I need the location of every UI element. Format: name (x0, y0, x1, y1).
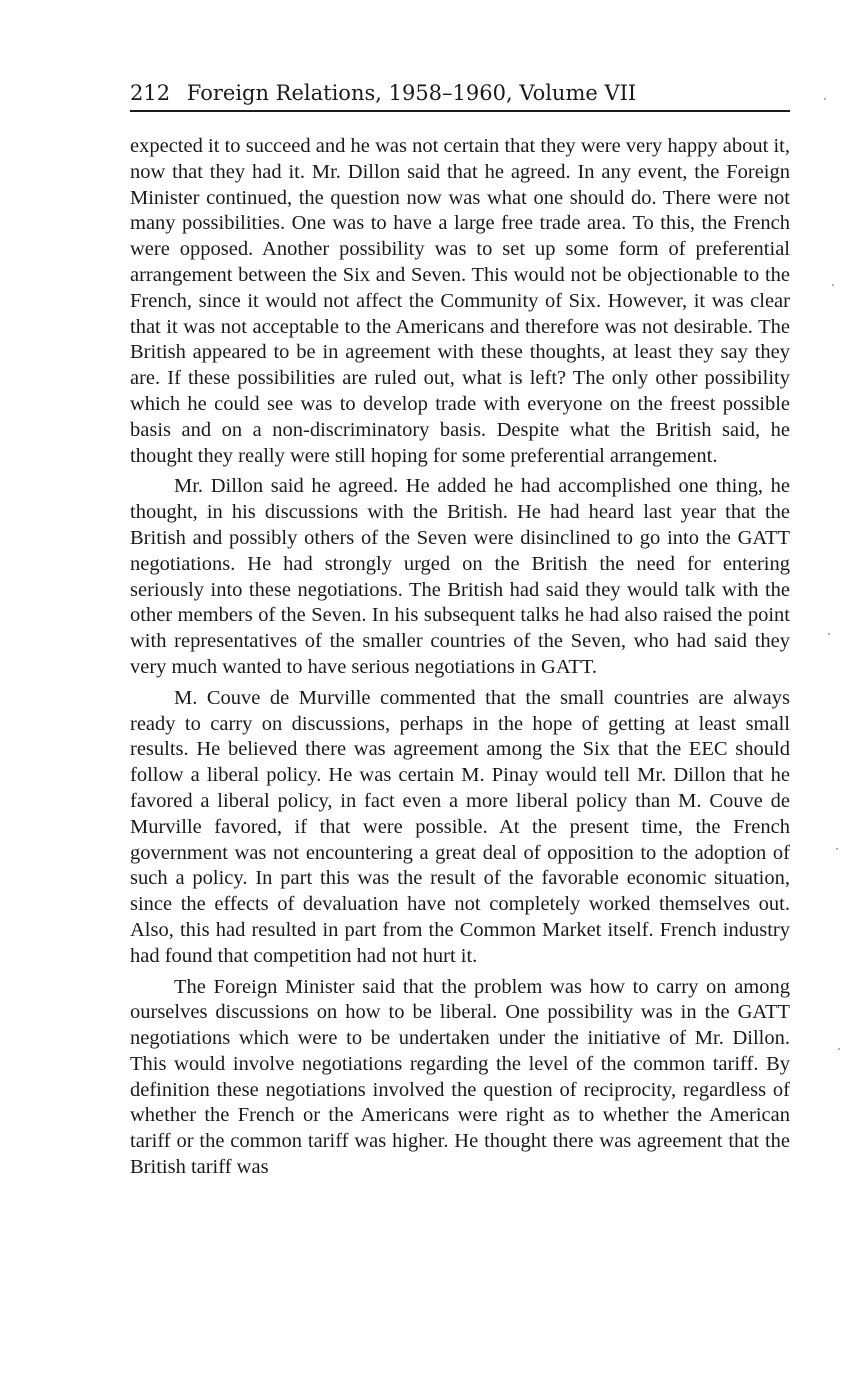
running-title: Foreign Relations, 1958–1960, Volume VII (186, 81, 637, 105)
page-number: 212 (130, 81, 171, 105)
scan-speck (824, 98, 826, 100)
scan-speck (832, 284, 834, 286)
scan-speck (836, 848, 838, 850)
paragraph-foreign-minister: The Foreign Minister said that the problem was how to carry on among ourselves discussions on how to be liberal. One possibility was in the GATT negotiations which were to be undertaken under the initiative of Mr. Dillon. This would involve negotiations regarding the level of the common tariff. By definition these negotiations involved the question of reciprocity, regardless of whether the French or the Americans were right as to whether the American tariff or the common tariff was higher. He thought there was agreement that the British tariff was (130, 975, 790, 1179)
scan-speck (828, 633, 830, 635)
body-text (130, 134, 790, 1186)
paragraph-continuation: expected it to succeed and he was not certain that they were very happy about it, now that they had it. Mr. Dillon said that he agreed. In any event, the Foreign Minister continued, the question now was what one should do. There were not many possibilities. One was to have a large free trade area. To this, the French were opposed. Another possibility was to set up some form of preferential arrangement between the Six and Seven. This would not be objectionable to the French, since it would not affect the Community of Six. However, it was clear that it was not acceptable to the Americans and therefore was not desirable. The British appeared to be in agreement with these thoughts, at least they say they are. If these possibilities are ruled out, what is left? The only other possibility which he could see was to develop trade with everyone on the freest possible basis and on a non-discriminatory basis. Despite what the British said, he thought they really were still hoping for some preferential arrangement. (130, 135, 790, 467)
running-head (130, 80, 790, 112)
paragraph-dillon-agreed: Mr. Dillon said he agreed. He added he had accomplished one thing, he thought, in his discussions with the British. He had heard last year that the British and possibly others of the Seven were disinclined to go into the GATT negotiations. He had strongly urged on the British the need for entering seriously into these negotiations. The British had said they would talk with the other members of the Seven. In his subsequent talks he had also raised the point with representatives of the smaller countries of the Seven, who had said they very much wanted to have serious negotiations in GATT. (130, 475, 790, 678)
paragraph-couve-de-murville: M. Couve de Murville commented that the small countries are always ready to carry on discussions, perhaps in the hope of getting at least small results. He believed there was agreement among the Six that the EEC should follow a liberal policy. He was certain M. Pinay would tell Mr. Dillon that he favored a liberal policy, in fact even a more liberal policy than M. Couve de Murville favored, if that were possible. At the present time, the French government was not encountering a great deal of opposition to the adoption of such a policy. In part this was the result of the favorable economic situation, since the effects of devaluation have not completely worked themselves out. Also, this had resulted in part from the Common Market itself. French industry had found that competition had not hurt it. (130, 686, 790, 967)
scan-speck (838, 1048, 840, 1050)
